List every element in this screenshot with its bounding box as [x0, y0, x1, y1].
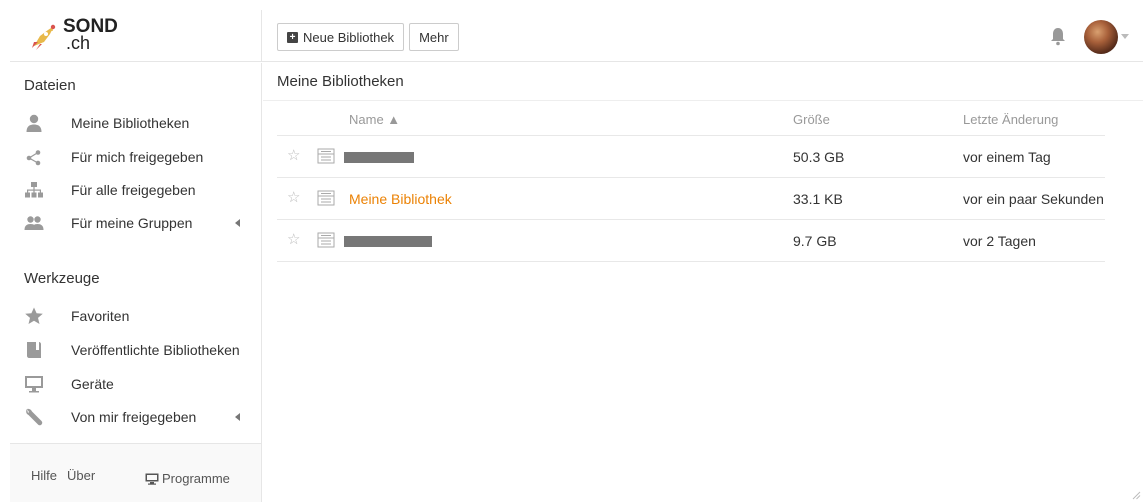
- chevron-down-icon[interactable]: [1121, 34, 1129, 39]
- caret-left-icon[interactable]: [235, 413, 240, 421]
- sidebar: [10, 63, 262, 502]
- library-icon: [317, 190, 335, 206]
- star-outline-icon[interactable]: ☆: [287, 231, 301, 248]
- column-header-name[interactable]: Name ▲: [349, 112, 401, 127]
- divider: [263, 100, 1143, 101]
- logo-line1: SOND: [63, 16, 118, 37]
- new-library-button[interactable]: [277, 23, 404, 51]
- redacted-name: [344, 236, 432, 247]
- sidebar-item-label: Für alle freigegeben: [71, 182, 196, 198]
- toolbar: [277, 23, 459, 51]
- files-heading: Dateien: [24, 77, 76, 94]
- row-size: 33.1 KB: [793, 191, 843, 207]
- sidebar-item-my-libraries[interactable]: [10, 108, 261, 138]
- table-row[interactable]: [277, 178, 1105, 220]
- help-link[interactable]: Hilfe: [31, 468, 58, 483]
- more-label: Mehr: [419, 29, 449, 45]
- top-header: [10, 10, 1143, 62]
- monitor-icon: [24, 374, 44, 394]
- row-modified: vor einem Tag: [963, 149, 1051, 165]
- sidebar-item-label: Meine Bibliotheken: [71, 115, 190, 131]
- sidebar-item-my-groups[interactable]: [10, 208, 261, 238]
- table-row[interactable]: [277, 136, 1105, 178]
- sidebar-item-devices[interactable]: [10, 369, 261, 399]
- new-library-label: Neue Bibliothek: [303, 29, 395, 45]
- more-button[interactable]: [409, 23, 459, 51]
- sidebar-item-label: Geräte: [71, 376, 114, 392]
- sidebar-item-label: Für meine Gruppen: [71, 215, 193, 231]
- share-icon: [24, 147, 44, 167]
- group-icon: [24, 213, 44, 233]
- row-modified: vor ein paar Sekunden: [963, 191, 1104, 207]
- row-modified: vor 2 Tagen: [963, 233, 1036, 249]
- row-size: 50.3 GB: [793, 149, 845, 165]
- sidebar-item-label: Veröffentlichte Bibliotheken: [71, 342, 240, 358]
- resize-grip-icon[interactable]: [1131, 490, 1141, 500]
- monitor-icon: [145, 473, 159, 485]
- star-outline-icon[interactable]: ☆: [287, 147, 301, 164]
- table-row[interactable]: [277, 220, 1105, 262]
- row-name-link[interactable]: Meine Bibliothek: [349, 191, 452, 207]
- sidebar-item-shared-with-all[interactable]: [10, 175, 261, 205]
- about-link[interactable]: Über: [67, 468, 96, 483]
- sidebar-footer: [10, 443, 261, 502]
- tools-heading: Werkzeuge: [24, 270, 100, 287]
- column-header-modified[interactable]: Letzte Änderung: [963, 112, 1059, 127]
- user-icon: [24, 113, 44, 133]
- avatar[interactable]: [1084, 20, 1118, 54]
- programs-link[interactable]: [145, 471, 230, 486]
- star-outline-icon[interactable]: ☆: [287, 189, 301, 206]
- main-content: [263, 63, 1143, 502]
- sidebar-item-label: Favoriten: [71, 308, 130, 324]
- plus-icon: +: [287, 32, 298, 43]
- caret-left-icon[interactable]: [235, 219, 240, 227]
- org-chart-icon: [24, 180, 44, 200]
- library-icon: [317, 148, 335, 164]
- book-icon: [24, 340, 44, 360]
- column-header-size[interactable]: Größe: [793, 112, 830, 127]
- redacted-name: [344, 152, 414, 163]
- sidebar-item-label: Für mich freigegeben: [71, 149, 204, 165]
- logo-text: [63, 18, 118, 52]
- rocket-logo-icon: [28, 22, 58, 52]
- programs-label: Programme: [162, 471, 230, 486]
- sidebar-item-favorites[interactable]: [10, 301, 261, 331]
- sidebar-item-published-libraries[interactable]: [10, 335, 261, 365]
- page-title: Meine Bibliotheken: [277, 73, 404, 90]
- star-icon: [24, 306, 44, 326]
- app-window: [10, 10, 1143, 502]
- logo[interactable]: [10, 10, 262, 62]
- sidebar-item-shared-with-me[interactable]: [10, 142, 261, 172]
- row-size: 9.7 GB: [793, 233, 837, 249]
- bell-icon[interactable]: [1050, 26, 1066, 46]
- library-icon: [317, 232, 335, 248]
- sidebar-item-label: Von mir freigegeben: [71, 409, 197, 425]
- sidebar-item-shared-by-me[interactable]: [10, 402, 261, 432]
- wrench-icon: [24, 407, 44, 427]
- logo-line2: .ch: [66, 33, 91, 53]
